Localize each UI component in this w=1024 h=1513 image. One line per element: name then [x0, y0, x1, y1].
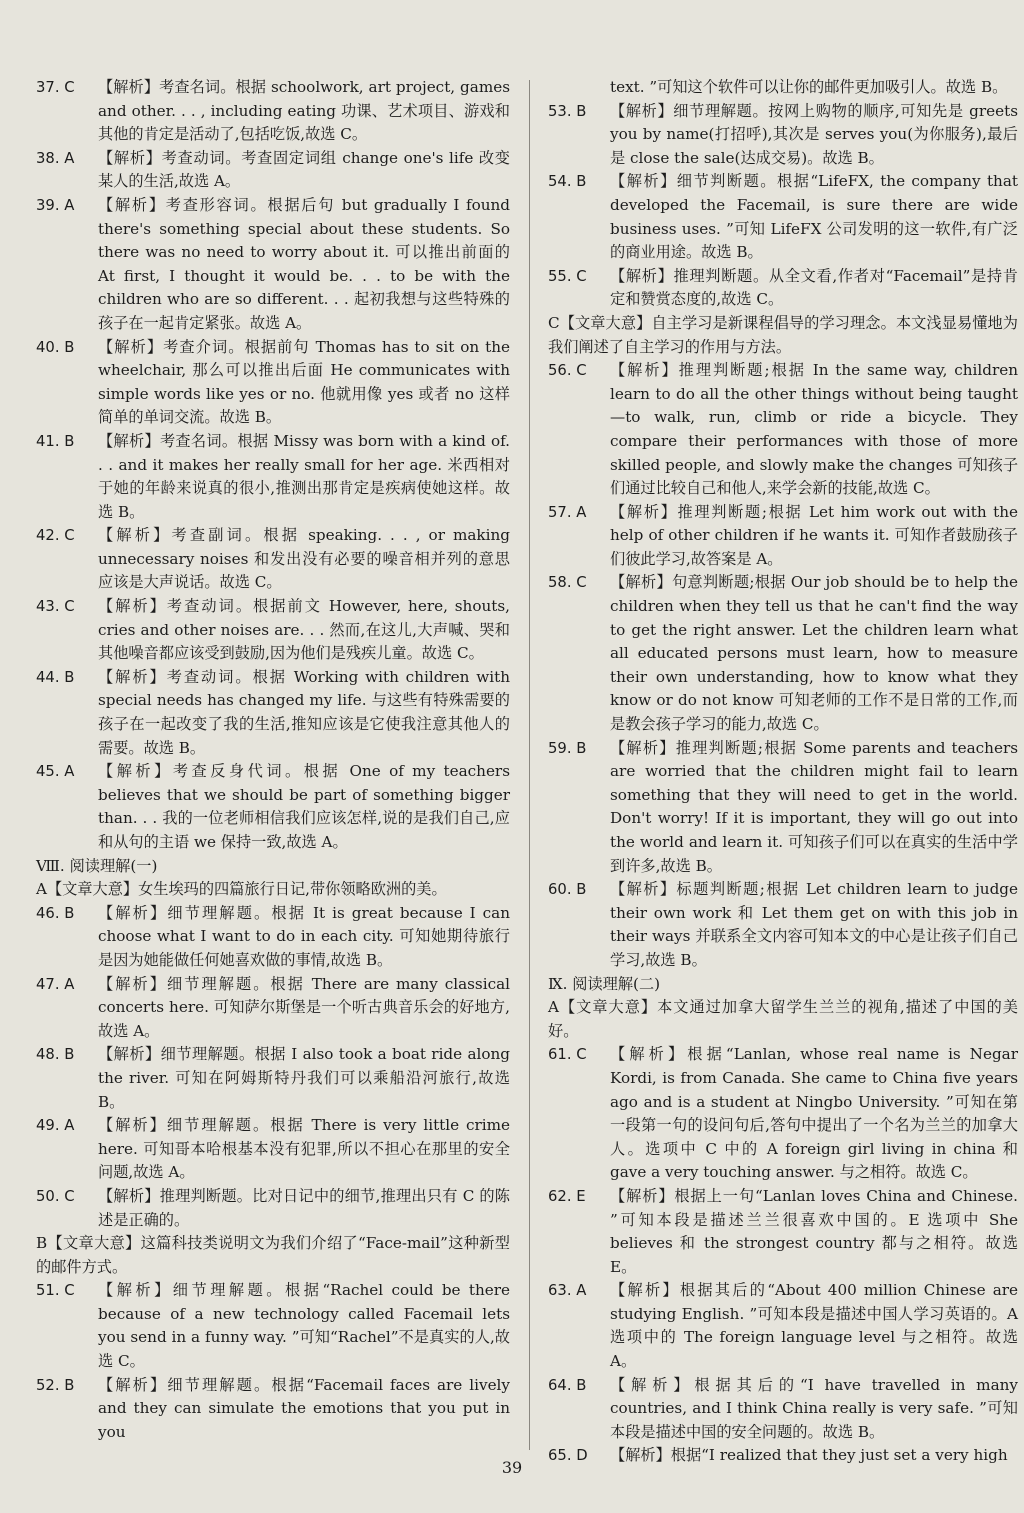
- answer-entry: [36, 760, 510, 854]
- passage-summary: C【文章大意】自主学习是新课程倡导的学习理念。本文浅显易懂地为我们阐述了自主学习的作用与方法。: [548, 313, 1018, 356]
- answer-entry: [548, 1043, 1018, 1185]
- answer-number: 64. B: [548, 1376, 587, 1394]
- answer-number: 43. C: [36, 598, 75, 616]
- answer-explanation: 【解析】细节理解题。根据 I also took a boat ride along the river. 可知在阿姆斯特丹我们可以乘船沿河旅行,故选 B。: [98, 1045, 510, 1111]
- answer-explanation: 【解析】考查反身代词。根据 One of my teachers believes that we should be part of something bigger than. . . 我的一位老师相信我们应该怎样,说的是我们自己,应和从句的主语 we 保持一致,故选 A。: [98, 762, 510, 851]
- answer-explanation: 【解析】标题判断题;根据 Let children learn to judge their own work 和 Let them get on with this job in their ways 并联系全文内容可知本文的中心是让孩子们自己学习,故选 B。: [610, 880, 1018, 969]
- answer-number: 37. C: [36, 79, 75, 96]
- answer-entry: [548, 359, 1018, 501]
- answer-entry: [548, 737, 1018, 879]
- answer-entry: [548, 571, 1018, 736]
- answer-entry: [36, 430, 510, 524]
- answer-explanation: 【解析】考查介词。根据前句 Thomas has to sit on the wheelchair, 那么可以推出后面 He communicates with simple words like yes or no. 他就用像 yes 或者 no 这样简单的单词交流。故选 B。: [98, 337, 510, 427]
- answer-entry: [548, 170, 1018, 264]
- answer-entry: [36, 973, 510, 1044]
- answer-explanation: 【解析】细节理解题。根据“Rachel could be there because of a new technology called Facemail lets you send in a funny way. ”可知“Rachel”不是真实的人,故选 C。: [98, 1281, 510, 1371]
- answer-entry: [36, 595, 510, 666]
- answer-explanation: 【解析】根据“I realized that they just set a very high: [610, 1446, 1008, 1465]
- answer-number: 62. E: [548, 1187, 586, 1205]
- answer-entry: [548, 1185, 1018, 1279]
- answer-entry: [548, 878, 1018, 972]
- passage-summary: A【文章大意】女生埃玛的四篇旅行日记,带你领略欧洲的美。: [36, 880, 447, 899]
- answer-explanation: 【解析】考查副词。根据 speaking. . . , or making unnecessary noises 和发出没有必要的噪音相并列的意思应该是大声说话。故选 C。: [98, 526, 510, 592]
- answer-explanation: 【解析】细节理解题。根据 There is very little crime here. 可知哥本哈根基本没有犯罪,所以不担心在那里的安全问题,故选 A。: [98, 1116, 510, 1182]
- answer-entry: [36, 194, 510, 336]
- answer-explanation: 【解析】句意判断题;根据 Our job should be to help the children when they tell us that he can't find the way to get the right answer. Let the children learn what all educated persons must learn, how to measure their own understanding, how to know what they know or do not know 可知老师的工作不是日常的工作,而是教会孩子学习的能力,故选 C。: [610, 573, 1018, 734]
- answer-explanation: 【解析】推理判断题;根据 Let him work out with the help of other children if he wants it. 可知作者鼓励孩子们彼此学习,故答案是 A。: [610, 502, 1018, 568]
- passage-summary: B【文章大意】这篇科技类说明文为我们介绍了“Face-mail”这种新型的邮件方式。: [36, 1234, 510, 1276]
- answer-explanation: 【解析】细节理解题。根据“Facemail faces are lively and they can simulate the emotions that you put in you: [98, 1375, 510, 1441]
- answer-number: 60. B: [548, 881, 587, 899]
- answer-entry: [36, 524, 510, 595]
- answer-entry: [548, 501, 1018, 572]
- answer-explanation: 【解析】考查名词。根据 schoolwork, art project, games and other. . . , including eating 功课、艺术项目、游戏和其他的肯定是活动了,包括吃饭,故选 C。: [98, 78, 510, 144]
- answer-number: 39. A: [36, 196, 75, 214]
- answer-number: 63. A: [548, 1282, 587, 1300]
- answer-entry: [36, 666, 510, 760]
- answer-explanation: 【解析】推理判断题;根据 In the same way, children learn to do all the other things without being taught—to walk, run, climb or ride a bicycle. They compare their performances with those of more skilled people, and slowly make the changes 可知孩子们通过比较自己和他人,来学会新的技能,故选 C。: [610, 361, 1019, 498]
- answer-number: 40. B: [36, 338, 75, 356]
- answer-number: 46. B: [36, 904, 75, 922]
- answer-explanation: 【解析】考查形容词。根据后句 but gradually I found there's something special about these students. So there was no need to worry about it. 可以推出前面的 At first, I thought it would be. . . to be with the children who are so different. . . 起初我想与这些特殊的孩子在一起肯定紧张。故选 A。: [98, 195, 510, 332]
- answer-explanation: 【解析】根据上一句“Lanlan loves China and Chinese. ”可知本段是描述兰兰很喜欢中国的。E 选项中 She believes 和 the strongest country 都与之相符。故选 E。: [610, 1186, 1018, 1276]
- answer-explanation: 【解析】考查动词。考查固定词组 change one's life 改变某人的生活,故选 A。: [98, 148, 510, 191]
- left-column: [36, 76, 510, 1444]
- answer-number: 54. B: [548, 173, 587, 191]
- answer-entry: [548, 100, 1018, 171]
- answer-number: 55. C: [548, 267, 587, 285]
- answer-explanation: 【解析】推理判断题;根据 Some parents and teachers are worried that the children might fail to learn something that they will need to get in the world. Don't worry! If it is important, they will go out into the world and learn it. 可知孩子们可以在真实的生活中学到许多,故选 B。: [610, 738, 1018, 875]
- page-number: 39: [501, 1458, 523, 1477]
- section-heading: Ⅸ. 阅读理解(二): [548, 974, 661, 993]
- continued-explanation: [548, 76, 1018, 100]
- answer-number: 58. C: [548, 574, 587, 592]
- answer-explanation: 【解析】考查动词。根据 Working with children with special needs has changed my life. 与这些有特殊需要的孩子在一起改变了我的生活,推知应该是它使我注意其他人的需要。故选 B。: [98, 667, 510, 757]
- answer-entry: [36, 1043, 510, 1114]
- answer-explanation: 【解析】根据其后的“About 400 million Chinese are studying English. ”可知本段是描述中国人学习英语的。A 选项中的 The foreign language level 与之相符。故选 A。: [610, 1281, 1018, 1371]
- answer-explanation: 【解析】考查名词。根据 Missy was born with a kind of. . . and it makes her really small for her age. 米西相对于她的年龄来说真的很小,推测出那肯定是疾病使她这样。故选 B。: [98, 431, 510, 521]
- answer-explanation: 【解析】细节理解题。按网上购物的顺序,可知先是 greets you by name(打招呼),其次是 serves you(为你服务),最后是 close the sale(达成交易)。故选 B。: [610, 101, 1018, 167]
- answer-entry: [36, 1374, 510, 1445]
- answer-entry: [36, 1114, 510, 1185]
- answer-entry: [36, 336, 510, 430]
- column-divider: [529, 80, 530, 1450]
- answer-number: 49. A: [36, 1117, 75, 1135]
- answer-entry: [36, 76, 510, 147]
- answer-explanation: 【解析】根据“Lanlan, whose real name is Negar Kordi, is from Canada. She came to China five years ago and is a student at Ningbo University. ”可知在第一段第一句的设问句后,答句中提出了一个名为兰兰的加拿大人。选项中 C 中的 A foreign girl living in china 和 gave a very touching answer. 与之相符。故选 C。: [610, 1045, 1018, 1182]
- answer-number: 52. B: [36, 1376, 75, 1394]
- answer-entry: [548, 1374, 1018, 1445]
- answer-entry: [36, 1279, 510, 1373]
- answer-number: 42. C: [36, 527, 75, 545]
- answer-number: 61. C: [548, 1046, 587, 1064]
- answer-entry: [548, 1279, 1018, 1373]
- answer-number: 59. B: [548, 739, 587, 757]
- answer-entry: [36, 147, 510, 194]
- section-heading: Ⅷ. 阅读理解(一): [36, 856, 158, 875]
- answer-number: 48. B: [36, 1046, 75, 1064]
- answer-number: 65. D: [548, 1447, 588, 1465]
- answer-explanation: 【解析】细节理解题。根据 It is great because I can choose what I want to do in each city. 可知她期待旅行是因为她能做任何她喜欢做的事情,故选 B。: [98, 903, 510, 969]
- answer-number: 51. C: [36, 1282, 75, 1300]
- answer-explanation: 【解析】考查动词。根据前文 However, here, shouts, cries and other noises are. . . 然而,在这儿,大声喊、哭和其他噪音都应该受到鼓励,因为他们是残疾儿童。故选 C。: [98, 597, 510, 663]
- passage-summary: A【文章大意】本文通过加拿大留学生兰兰的视角,描述了中国的美好。: [548, 998, 1018, 1040]
- answer-explanation: 【解析】推理判断题。比对日记中的细节,推理出只有 C 的陈述是正确的。: [98, 1186, 510, 1229]
- answer-number: 41. B: [36, 432, 75, 450]
- continued-text: text. ”可知这个软件可以让你的邮件更加吸引人。故选 B。: [610, 78, 1008, 96]
- answer-number: 47. A: [36, 975, 75, 993]
- answer-number: 50. C: [36, 1187, 75, 1205]
- answer-explanation: 【解析】细节理解题。根据 There are many classical concerts here. 可知萨尔斯堡是一个听古典音乐会的好地方,故选 A。: [98, 974, 510, 1040]
- answer-number: 44. B: [36, 668, 75, 686]
- answer-entry: [36, 1185, 510, 1232]
- answer-explanation: 【解析】根据其后的“I have travelled in many countries, and I think China really is very safe. ”可知本段是描述中国的安全问题的。故选 B。: [610, 1375, 1018, 1441]
- answer-number: 57. A: [548, 503, 587, 521]
- answer-number: 38. A: [36, 149, 75, 167]
- answer-explanation: 【解析】细节判断题。根据“LifeFX, the company that developed the Facemail, is sure there are wide business uses. ”可知 LifeFX 公司发明的这一软件,有广泛的商业用途。故选 B。: [610, 172, 1018, 262]
- right-column: [548, 76, 1018, 1468]
- answer-number: 53. B: [548, 102, 587, 120]
- answer-explanation: 【解析】推理判断题。从全文看,作者对“Facemail”是持肯定和赞赏态度的,故选 C。: [610, 266, 1018, 309]
- answer-number: 56. C: [548, 362, 587, 380]
- answer-number: 45. A: [36, 763, 75, 781]
- answer-entry: [548, 265, 1018, 312]
- answer-entry: [36, 902, 510, 973]
